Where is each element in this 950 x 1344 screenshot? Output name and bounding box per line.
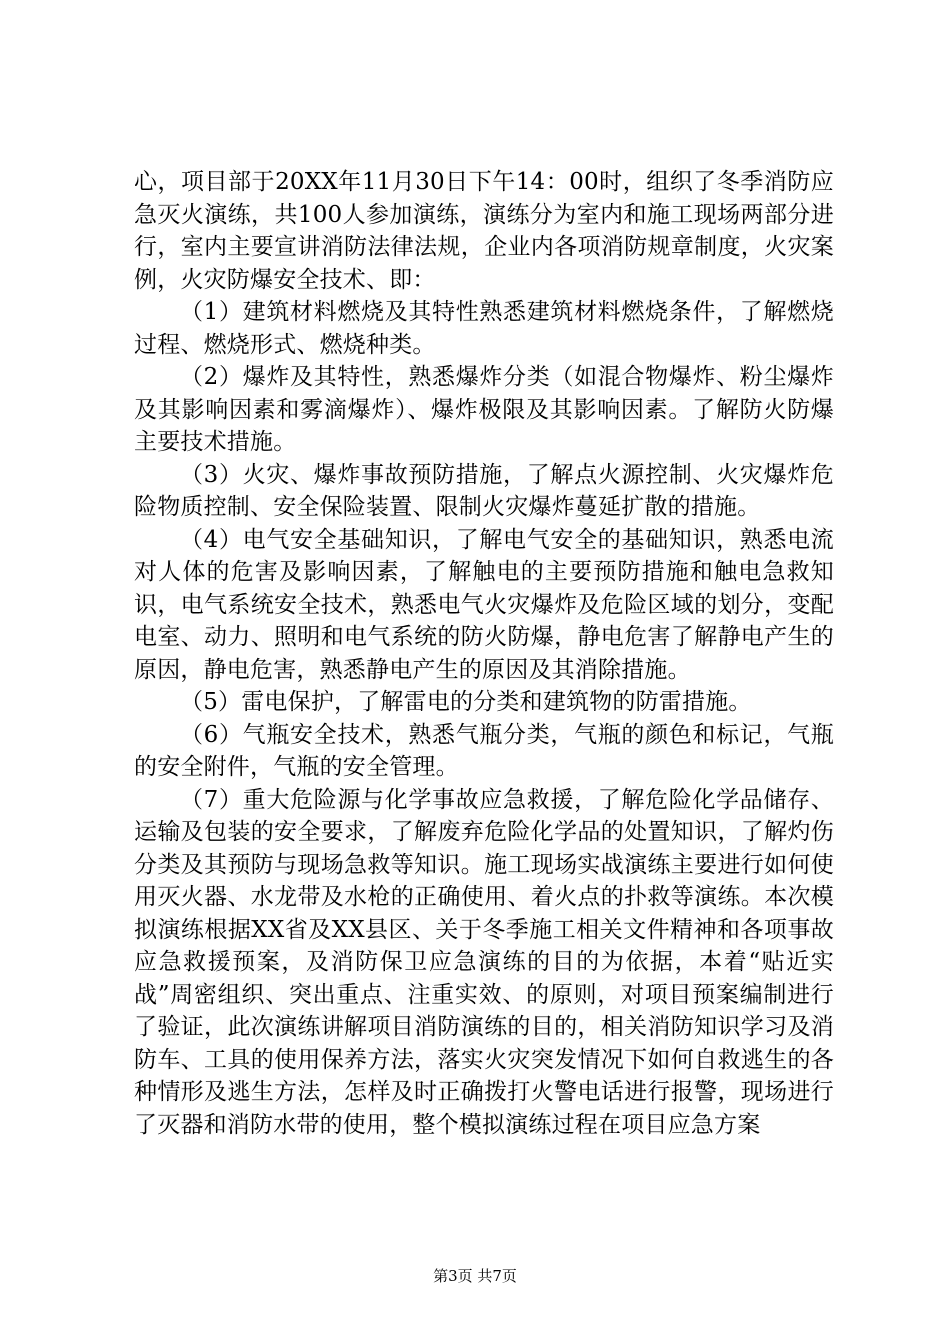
paragraph-item-6: （6）气瓶安全技术，熟悉气瓶分类，气瓶的颜色和标记，气瓶的安全附件，气瓶的安全管理。 xyxy=(134,721,834,780)
paragraph-item-2: （2）爆炸及其特性，熟悉爆炸分类（如混合物爆炸、粉尘爆炸及其影响因素和雾滴爆炸）、爆炸极限及其影响因素。了解防火防爆主要技术措施。 xyxy=(134,364,834,455)
paragraph-item-3: （3）火灾、爆炸事故预防措施，了解点火源控制、火灾爆炸危险物质控制、安全保险装置、限制火灾爆炸蔓延扩散的措施。 xyxy=(134,461,834,520)
page-number-footer: 第3页 共7页 xyxy=(433,1267,517,1285)
paragraph-item-5: （5）雷电保护，了解雷电的分类和建筑物的防雷措施。 xyxy=(180,689,752,715)
document-body xyxy=(134,166,834,1141)
paragraph-item-7: （7）重大危险源与化学事故应急救援，了解危险化学品储存、运输及包装的安全要求，了解废弃危险化学品的处置知识，了解灼伤分类及其预防与现场急救等知识。施工现场实战演练主要进行如何使用灭火器、水龙带及水枪的正确使用、着火点的扑救等演练。本次模拟演练根据XX省及XX县区、关于冬季施工相关文件精神和各项事故应急救援预案，及消防保卫应急演练的目的为依据，本着“贴近实战”周密组织、突出重点、注重实效、的原则，对项目预案编制进行了验证，此次演练讲解项目消防演练的目的，相关消防知识学习及消防车、工具的使用保养方法，落实火灾突发情况下如何自救逃生的各种情形及逃生方法，怎样及时正确拨打火警电话进行报警，现场进行了灭器和消防水带的使用，整个模拟演练过程在项目应急方案 xyxy=(134,786,834,1138)
paragraph-item-4: （4）电气安全基础知识，了解电气安全的基础知识，熟悉电流对人体的危害及影响因素，了解触电的主要预防措施和触电急救知识，电气系统安全技术，熟悉电气火灾爆炸及危险区域的划分，变配电室、动力、照明和电气系统的防火防爆，静电危害了解静电产生的原因，静电危害，熟悉静电产生的原因及其消除措施。 xyxy=(134,526,834,683)
paragraph-item-1: （1）建筑材料燃烧及其特性熟悉建筑材料燃烧条件，了解燃烧过程、燃烧形式、燃烧种类。 xyxy=(134,299,834,358)
paragraph-intro: 心，项目部于20XX年11月30日下午14：00时，组织了冬季消防应急灭火演练，共100人参加演练，演练分为室内和施工现场两部分进行，室内主要宣讲消防法律法规，企业内各项消防规章制度，火灾案例，火灾防爆安全技术、即： xyxy=(134,169,834,293)
